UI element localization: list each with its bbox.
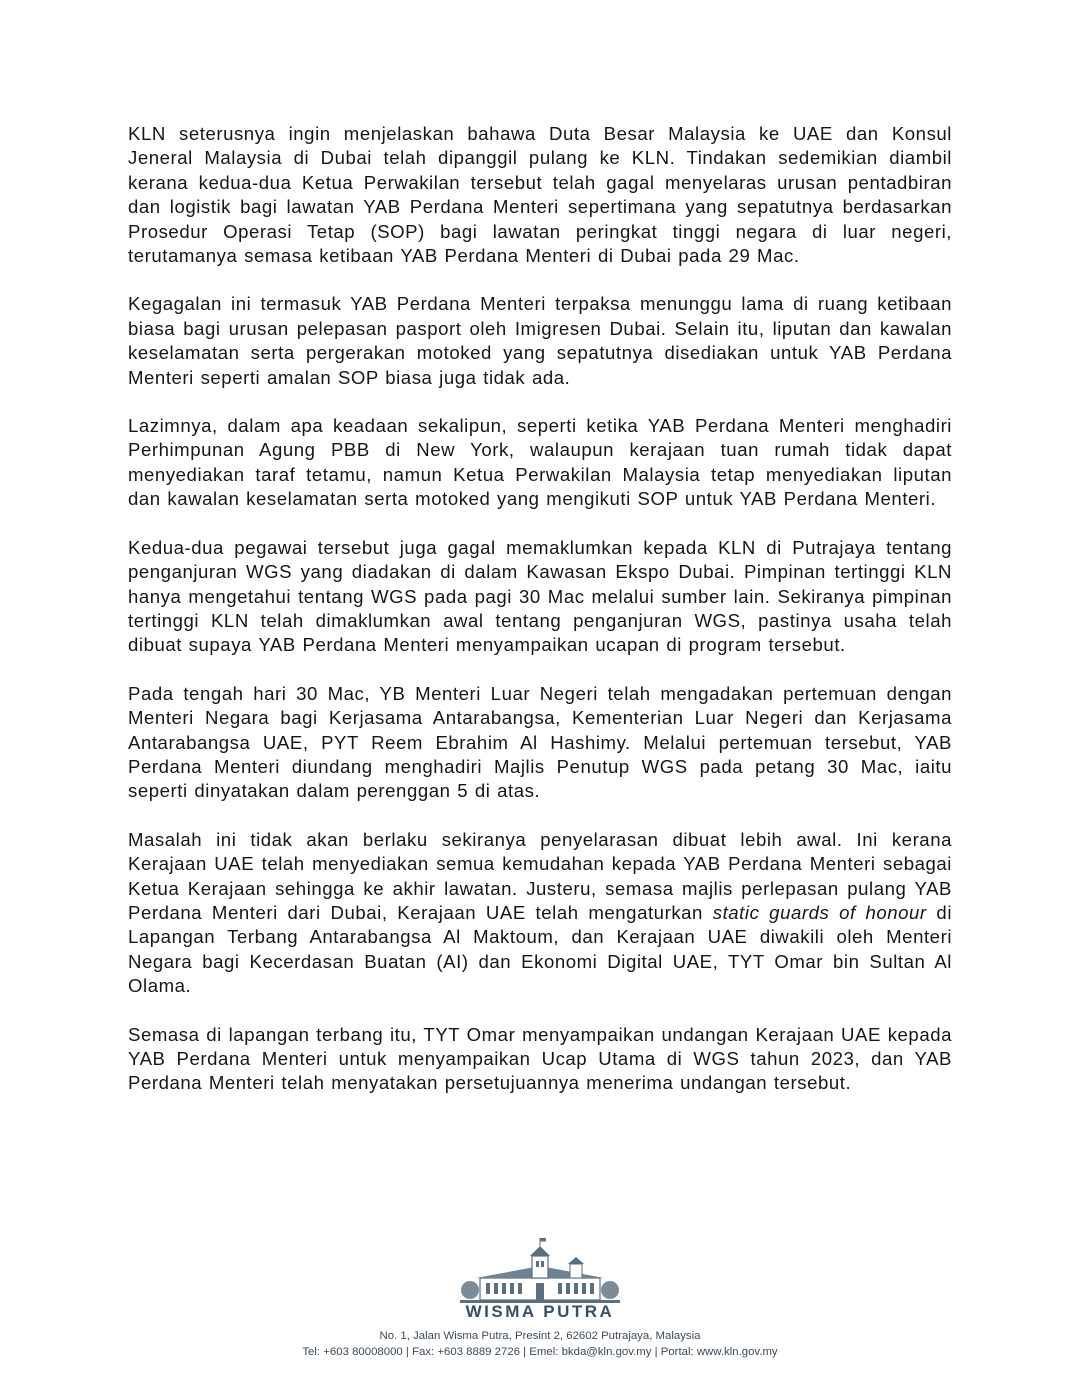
contact-line: Tel: +603 80008000 | Fax: +603 8889 2726 | Emel: bkda@kln.gov.my | Portal: www.kln.gov.my	[302, 1346, 778, 1358]
paragraph-5: Pada tengah hari 30 Mac, YB Menteri Luar Negeri telah mengadakan pertemuan dengan Menteri Negara bagi Kerjasama Antarabangsa, Kementerian Luar Negeri dan Kerjasama Antarabangsa UAE, PYT Reem Ebrahim Al Hashimy. Melalui pertemuan tersebut, YAB Perdana Menteri diundang menghadiri Majlis Penutup WGS pada petang 30 Mac, iaitu seperti dinyatakan dalam perenggan 5 di atas.	[128, 682, 952, 802]
paragraph-6-italic-term: static guards of honour	[712, 901, 927, 923]
letterhead-footer	[280, 1238, 800, 1360]
paragraph-4: Kedua-dua pegawai tersebut juga gagal memaklumkan kepada KLN di Putrajaya tentang penganjuran WGS yang diadakan di dalam Kawasan Ekspo Dubai. Pimpinan tertinggi KLN hanya mengetahui tentang WGS pada pagi 30 Mac melalui sumber lain. Sekiranya pimpinan tertinggi KLN telah dimaklumkan awal tentang penganjuran WGS, pastinya usaha telah dibuat supaya YAB Perdana Menteri menyampaikan ucapan di program tersebut.	[128, 536, 952, 656]
paragraph-7: Semasa di lapangan terbang itu, TYT Omar menyampaikan undangan Kerajaan UAE kepada YAB Perdana Menteri untuk menyampaikan Ucap Utama di WGS tahun 2023, dan YAB Perdana Menteri telah menyatakan persetujuannya menerima undangan tersebut.	[128, 1023, 952, 1094]
wisma-putra-building-icon	[460, 1238, 620, 1306]
paragraph-6	[128, 828, 952, 999]
paragraph-2: Kegagalan ini termasuk YAB Perdana Menteri terpaksa menunggu lama di ruang ketibaan biasa bagi urusan pelepasan pasport oleh Imigresen Dubai. Selain itu, liputan dan kawalan keselamatan serta pergerakan motoked yang sepatutnya disediakan untuk YAB Perdana Menteri seperti amalan SOP biasa juga tidak ada.	[128, 293, 952, 388]
paragraph-6-text-start: Masalah ini tidak akan berlaku sekiranya penyelarasan dibuat lebih awal. Ini kerana Kerajaan UAE telah menyediakan semua kemudahan kepada YAB Perdana Menteri sebagai Ketua Kerajaan sehingga ke akhir lawatan. Justeru, semasa majlis perlepasan pulang YAB Perdana Menteri dari Dubai, Kerajaan UAE telah mengaturkan	[128, 828, 952, 923]
paragraph-3: Lazimnya, dalam apa keadaan sekalipun, seperti ketika YAB Perdana Menteri menghadiri Perhimpunan Agung PBB di New York, walaupun kerajaan tuan rumah tidak dapat menyediakan taraf tetamu, namun Ketua Perwakilan Malaysia tetap menyediakan liputan dan kawalan keselamatan serta motoked yang mengikuti SOP untuk YAB Perdana Menteri.	[128, 415, 952, 510]
paragraph-6-text-end: di Lapangan Terbang Antarabangsa Al Maktoum, dan Kerajaan UAE diwakili oleh Menteri Negara bagi Kecerdasan Buatan (AI) dan Ekonomi Digital UAE, TYT Omar bin Sultan Al Olama.	[128, 901, 953, 997]
address-line: No. 1, Jalan Wisma Putra, Presint 2, 62602 Putrajaya, Malaysia	[379, 1330, 701, 1342]
paragraph-1: KLN seterusnya ingin menjelaskan bahawa Duta Besar Malaysia ke UAE dan Konsul Jeneral Malaysia di Dubai telah dipanggil pulang ke KLN. Tindakan sedemikian diambil kerana kedua-dua Ketua Perwakilan tersebut telah gagal menyelaras urusan pentadbiran dan logistik bagi lawatan YAB Perdana Menteri sepertimana yang sepatutnya berdasarkan Prosedur Operasi Tetap (SOP) bagi lawatan peringkat tinggi negara di luar negeri, terutamanya semasa ketibaan YAB Perdana Menteri di Dubai pada 29 Mac.	[128, 123, 952, 267]
document-body	[128, 122, 952, 1120]
brand-name: WISMA PUTRA	[465, 1302, 615, 1321]
